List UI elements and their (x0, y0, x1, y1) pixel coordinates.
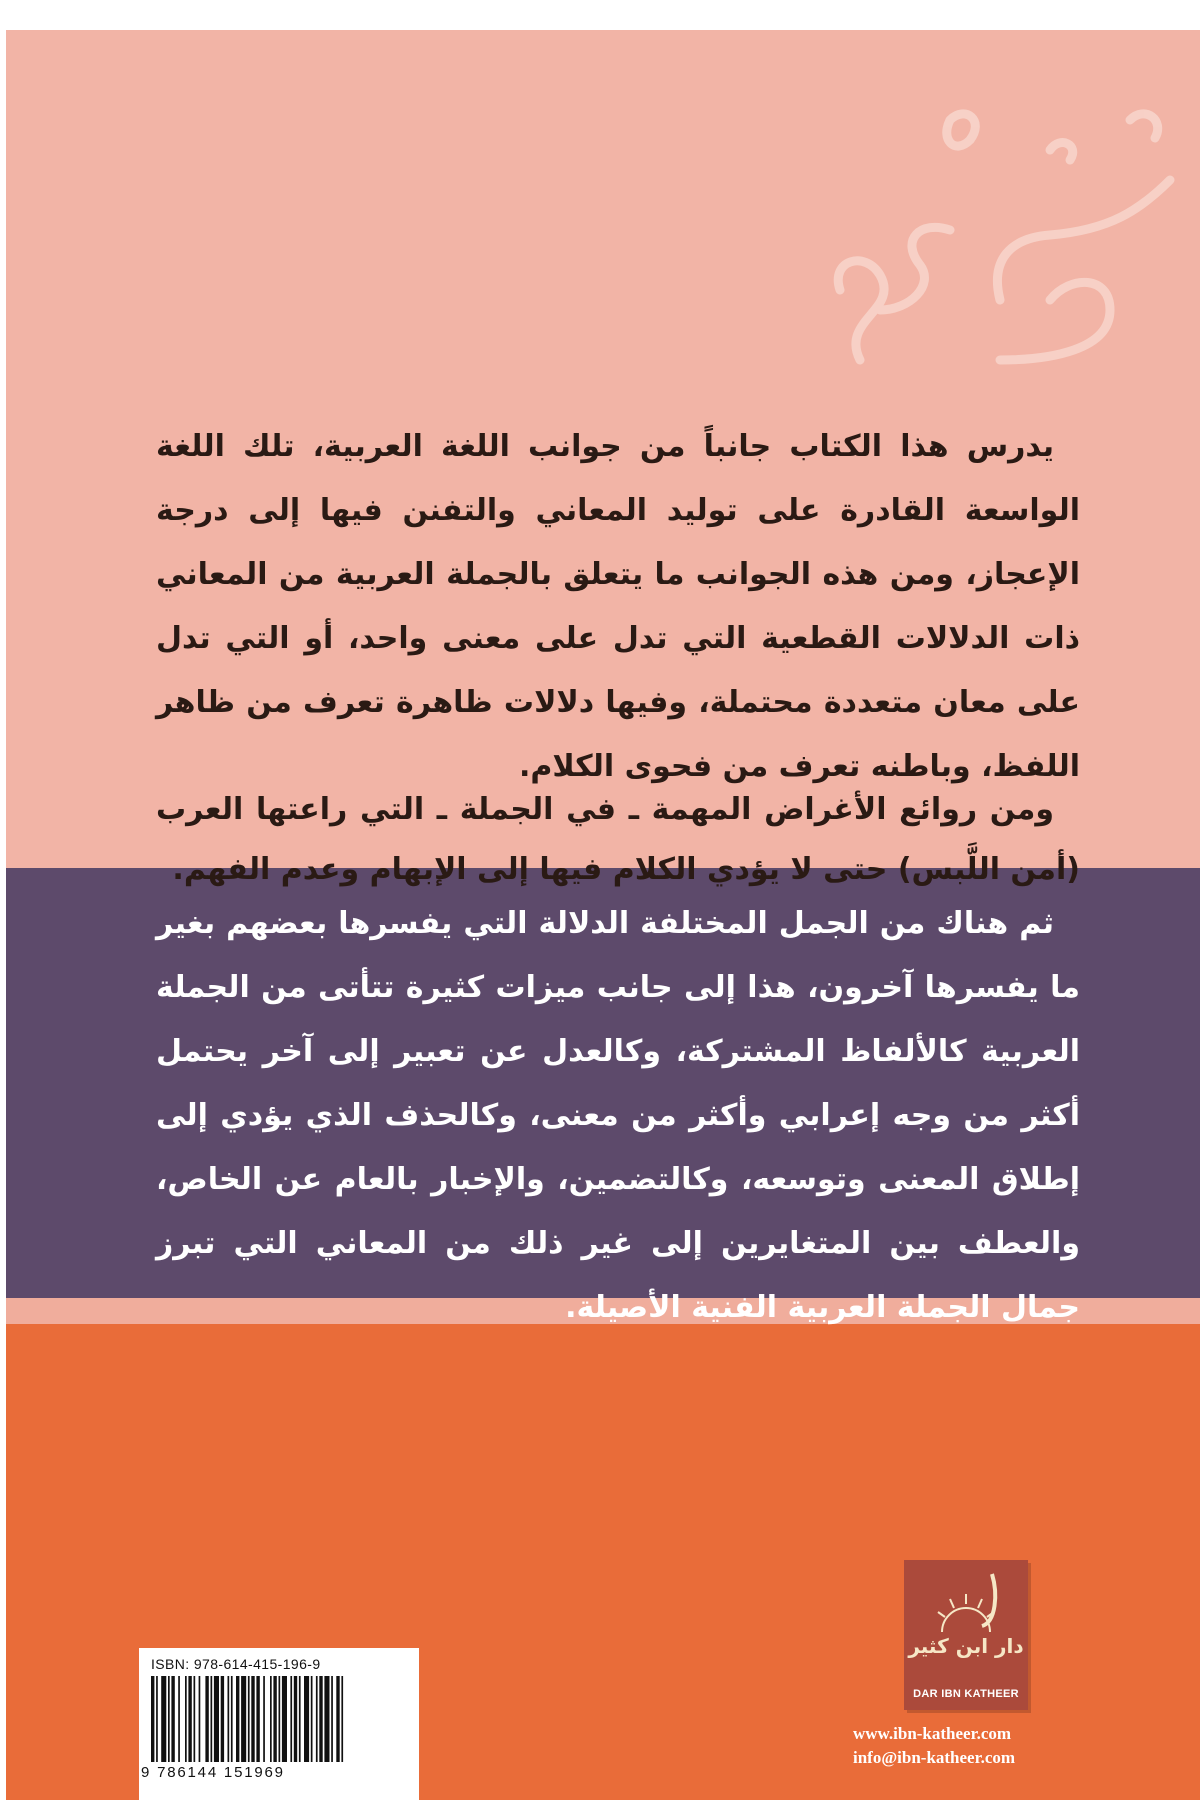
barcode-digits: 9 786144 151969 (141, 1764, 285, 1781)
publisher-name-latin: DAR IBN KATHEER (913, 1688, 1019, 1700)
description-paragraph-2: ومن روائع الأغراض المهمة ـ في الجملة ـ التي راعتها العرب (أمن اللَّبس) حتى لا يؤدي الكلام فيها إلى الإبهام وعدم الفهم. (156, 792, 1080, 887)
publisher-name-arabic: دار ابن كثير (908, 1634, 1024, 1658)
publisher-website[interactable]: www.ibn-katheer.com (853, 1724, 1012, 1743)
sunrise-icon (904, 1564, 1028, 1644)
publisher-email[interactable]: info@ibn-katheer.com (853, 1748, 1016, 1767)
book-back-cover (6, 30, 1200, 1800)
barcode-bars (149, 1676, 409, 1764)
description-paragraph-1: يدرس هذا الكتاب جانباً من جوانب اللغة العربية، تلك اللغة الواسعة القادرة على توليد المعاني والتفنن فيها إلى درجة الإعجاز، ومن هذه الجوانب ما يتعلق بالجملة العربية من المعاني ذات الدلالات القطعية التي تدل على معنى واحد، أو التي تدل على معان متعددة محتملة، وفيها دلالات ظاهرة تعرف من ظاهر اللفظ، وباطنه تعرف من فحوى الكلام. (156, 429, 1080, 784)
isbn-number: ISBN: 978-614-415-196-9 (151, 1656, 321, 1672)
publisher-contact (853, 1722, 1015, 1770)
publisher-logo (904, 1560, 1028, 1710)
description-paragraph-3: ثم هناك من الجمل المختلفة الدلالة التي يفسرها بعضهم بغير ما يفسرها آخرون، هذا إلى جانب ميزات كثيرة تتأتى من الجملة العربية كالألفاظ المشتركة، وكالعدل عن تعبير إلى آخر يحتمل أكثر من وجه إعرابي وأكثر من معنى، وكالحذف الذي يؤدي إلى إطلاق المعنى وتوسعه، وكالتضمين، والإخبار بالعام عن الخاص، والعطف بين المتغايرين إلى غير ذلك من المعاني التي تبرز جمال الجملة العربية الفنية الأصيلة. (156, 906, 1080, 1325)
decorative-calligraphy (750, 60, 1190, 380)
barcode-label (139, 1648, 419, 1800)
